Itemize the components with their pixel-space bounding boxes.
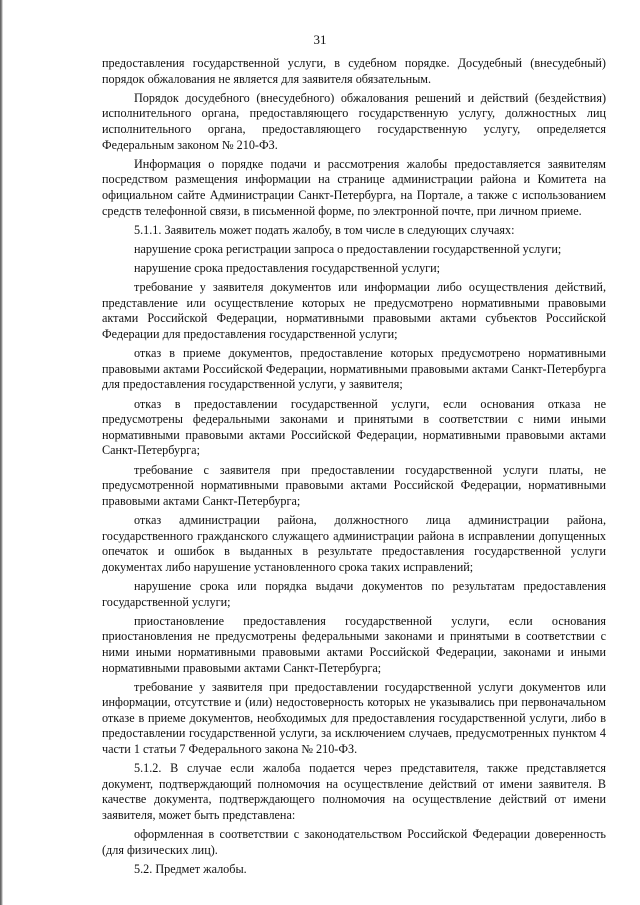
scan-edge [0,0,3,905]
page-number: 31 [313,32,327,47]
paragraph: Информация о порядке подачи и рассмотрения жалобы предоставляется заявителям посредством размещения информации на странице администрации района и Комитета на официальном сайте Администрации Санкт-Петербурга, на Портале, а также с использованием средств телефонной связи, в письменной форме, по электронной почте, при личном приеме. [102,156,606,218]
paragraph: 5.1.2. В случае если жалоба подается через представителя, также представляется документ, подтверждающий полномочия на осуществление действий от имени заявителя. В качестве документа, подтверждающего полномочия на осуществление действий от имени заявителя, может быть представлена: [102,761,606,823]
paragraph: нарушение срока или порядка выдачи документов по результатам предоставления государственной услуги; [102,578,606,609]
paragraph: отказ в предоставлении государственной услуги, если основания отказа не предусмотрены федеральными законами и принятыми в соответствии с ними иными нормативными правовыми актами Российской Федерации, нормативными правовыми актами Санкт-Петербурга; [102,396,606,458]
paragraph: требование с заявителя при предоставлении государственной услуги платы, не предусмотренной нормативными правовыми актами Российской Федерации, нормативными правовыми актами Санкт-Петербурга; [102,462,606,508]
paragraph: отказ администрации района, должностного лица администрации района, государственного гражданского служащего администрации района в исправлении допущенных опечаток и ошибок в выданных в результате предоставления государственной услуги документах либо нарушение установленного срока таких исправлений; [102,512,606,574]
paragraph: нарушение срока регистрации запроса о предоставлении государственной услуги; [134,241,562,256]
paragraph: приостановление предоставления государственной услуги, если основания приостановления не предусмотрены федеральными законами и принятыми в соответствии с ними иными нормативными правовыми актами Российской Федерации, законами и иными нормативными правовыми актами Санкт-Петербурга; [102,613,606,675]
paragraph: предоставления государственной услуги, в судебном порядке. Досудебный (внесудебный) порядок обжалования не является для заявителя обязательным. [102,56,606,86]
paragraph: нарушение срока предоставления государственной услуги; [134,261,441,276]
paragraph: требование у заявителя при предоставлении государственной услуги документов или информации, отсутствие и (или) недостоверность которых не указывались при первоначальном отказе в приеме документов, необходимых для предоставления государственной услуги, либо в предоставлении государственной услуги, за исключением случаев, предусмотренных пунктом 4 части 1 статьи 7 Федерального закона № 210-ФЗ. [102,679,606,757]
paragraph: Порядок досудебного (внесудебного) обжалования решений и действий (бездействия) исполнительного органа, предоставляющего государственную услугу, должностных лиц исполнительного органа, предоставляющего государственную услугу, определяется Федеральным законом № 210-ФЗ. [102,90,606,152]
paragraph: оформленная в соответствии с законодательством Российской Федерации доверенность (для физических лиц). [102,827,606,857]
paragraph: требование у заявителя документов или информации либо осуществления действий, представление или осуществление которых не предусмотрено нормативными правовыми актами Российской Федерации, нормативными правовыми актами субъектов Российской Федерации для предоставления государственной услуги; [102,280,606,342]
paragraph: 5.2. Предмет жалобы. [134,862,247,876]
paragraph: отказ в приеме документов, предоставление которых предусмотрено нормативными правовыми актами Российской Федерации, нормативными правовыми актами Санкт-Петербурга для предоставления государственной услуги, у заявителя; [102,346,606,392]
paragraph: 5.1.1. Заявитель может подать жалобу, в том числе в следующих случаях: [134,222,515,237]
document-body [102,56,606,881]
